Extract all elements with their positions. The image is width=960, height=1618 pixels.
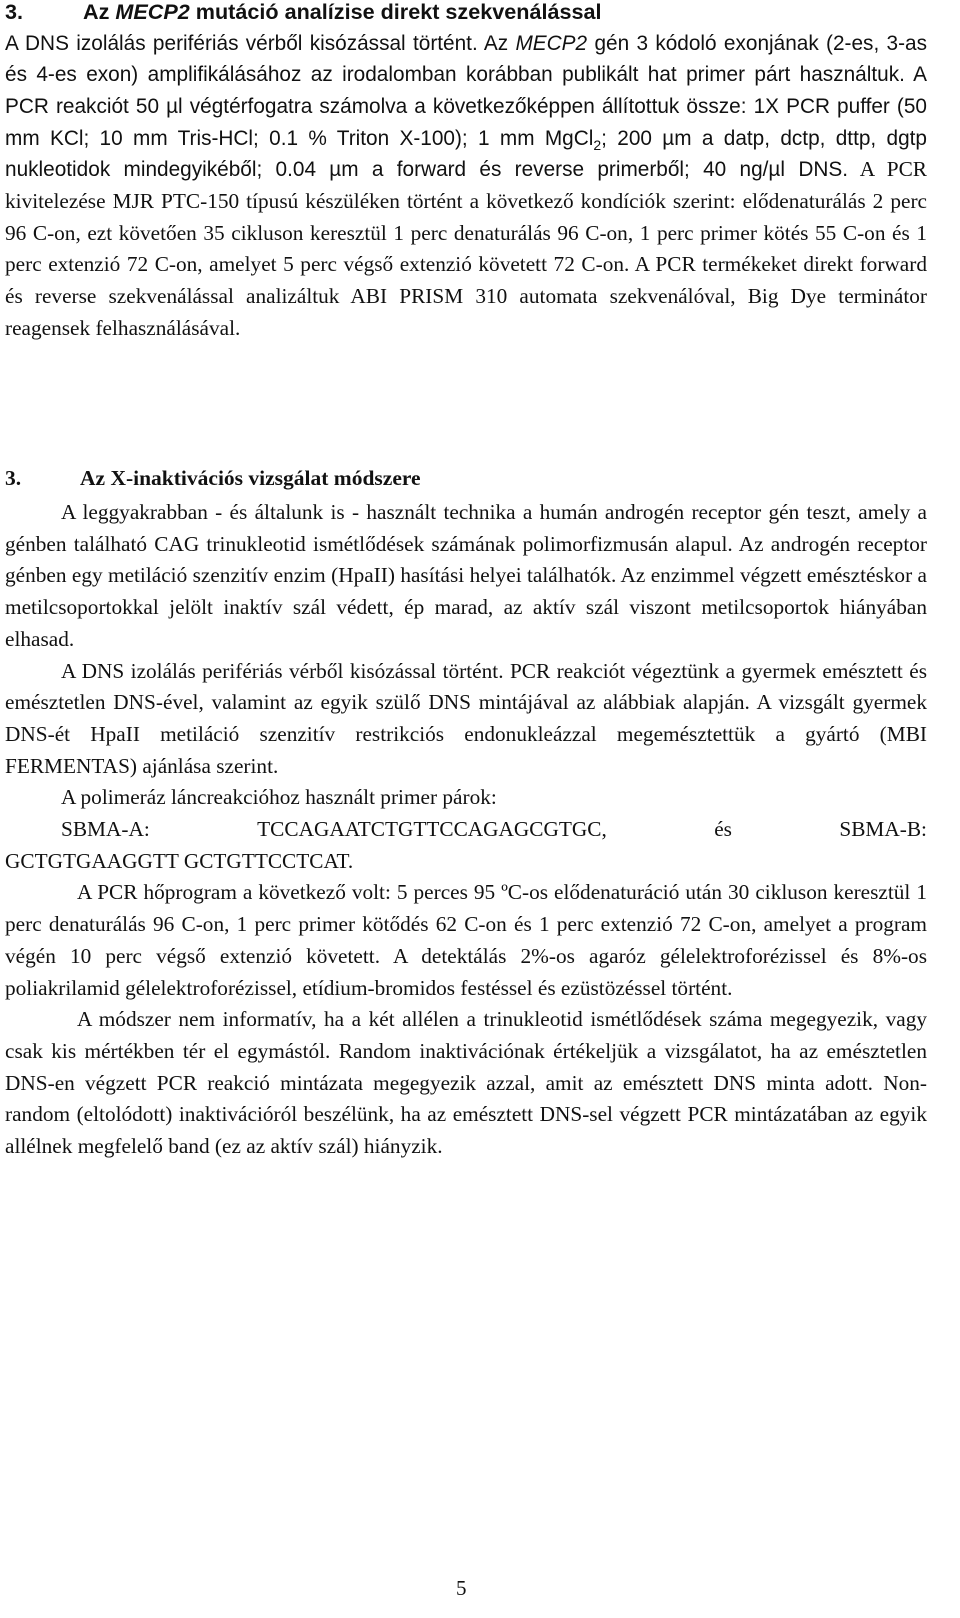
primer-b-label: SBMA-B: xyxy=(839,817,927,842)
primer-and: és xyxy=(714,817,732,842)
subscript: 2 xyxy=(593,136,602,153)
paragraph-1: A leggyakrabban - és általunk is - használt technika a humán androgén receptor gén teszt, amely a génben található CAG trinukleotid ismétlődések számának polimorfizmusán alapul. Az androgén receptor génben egy metiláció szenzitív enzim (HpaII) hasítási helyei találhatók. Az enzimmel végzett emésztéskor a metilcsoportokkal jelölt inaktív szál védett, ép marad, az aktív szál viszont metilcsoportok hiányában elhasad. xyxy=(5,500,927,651)
text-run: ; 200 µm a datp, dctp, dttp, dgtp nukleotidok mindegyikéből; 0.04 µm a forward és reverse primerből; 40 ng/µl DNS. xyxy=(5,126,927,182)
section-title-gene: MECP2 xyxy=(115,0,190,24)
primer-a-sequence: TCCAGAATCTGTTCCAGAGCGTGC, xyxy=(257,817,607,842)
section-title-suffix: mutáció analízise direkt szekvenálással xyxy=(189,0,602,24)
primer-a-label: SBMA-A: xyxy=(61,817,150,842)
section-number: 3. xyxy=(5,466,22,490)
section-number: 3. xyxy=(5,0,24,24)
primer-pair-line xyxy=(5,814,927,846)
paragraph-2: A DNS izolálás perifériás vérből kisózással történt. PCR reakciót végeztünk a gyermek emésztett és emésztetlen DNS-ével, valamint az egyik szülő DNS mintájával az alábbiak alapján. A vizsgált gyermek DNS-ét HpaII metiláció szenzitív restrikciós endonukleázzal megemésztettük a gyártó (MBI FERMENTAS) ajánlása szerint. xyxy=(5,658,927,778)
section-title-prefix: Az xyxy=(83,0,116,24)
text-run: A PCR kivitelezése MJR PTC-150 típusú készüléken történt a következő kondíciók szerint: elődenaturálás 2 perc 96 C-on, ezt követően 35 cikluson keresztül 1 perc denaturálás 96 C-on, 1 perc primer kötés 55 C-on és 1 perc extenzió 72 C-on, amelyet 5 perc végső extenzió követett 72 C-on. A PCR termékeket direkt forward és reverse szekvenálással analizáltuk ABI PRISM 310 automata szekvenálóval, Big Dye terminátor reagensek felhasználásával. xyxy=(5,157,928,340)
paragraph-4: A PCR hőprogram a következő volt: 5 perces 95 ºC-os elődenaturáció után 30 cikluson keresztül 1 perc denaturálás 96 C-on, 1 perc primer kötődés 62 C-on és 1 perc extenzió 72 C-on, amelyet a program végén 10 perc végső extenzió követett. A detektálás 2%-os agaróz gélelektroforézissel és 8%-os poliakrilamid gélelektroforézissel, etídium-bromidos festéssel és ezüstözéssel történt. xyxy=(5,880,927,1000)
section-title: Az X-inaktivációs vizsgálat módszere xyxy=(80,466,421,490)
section-heading-mecp2 xyxy=(5,0,602,28)
page-number: 5 xyxy=(456,1576,467,1600)
section-body-mecp2 xyxy=(5,28,927,345)
text-run: gén 3 kódoló exonjának (2-es, 3-as és 4-es exon) amplifikálásához az irodalomban korábban publikált hat primer párt használtuk. A PCR reakciót 50 µl végtérfogatra számolva a következőképpen állítottuk össze: 1X PCR puffer (50 mm KCl; 10 mm Tris-HCl; 0.1 % Triton X-100); 1 mm MgCl xyxy=(5,31,927,150)
paragraph-5: A módszer nem informatív, ha a két allélen a trinukleotid ismétlődések száma megegyezik, vagy csak kis mértékben tér el egymástól. Random inaktivációnak értékeljük a vizsgálatot, ha az emésztetlen DNS-en végzett PCR reakció mintázata megegyezik azzal, amit az emésztett DNS minta adott. Non-random (eltolódott) inaktivációról beszélünk, ha az emésztett DNS-sel végzett PCR mintázatában az egyik allélnek megfelelő band (ez az aktív szál) hiányzik. xyxy=(5,1007,927,1159)
text-run: A DNS izolálás perifériás vérből kisózással történt. Az xyxy=(5,31,516,55)
gene-name: MECP2 xyxy=(515,31,588,55)
primer-b-sequence: GCTGTGAAGGTT GCTGTTCCTCAT. xyxy=(5,848,354,873)
section-body-x-inactivation xyxy=(5,497,927,1163)
paragraph-mecp2-methods xyxy=(5,28,927,345)
paragraph-3: A polimeráz láncreakcióhoz használt primer párok: xyxy=(61,785,497,810)
section-heading-x-inactivation xyxy=(5,463,421,495)
